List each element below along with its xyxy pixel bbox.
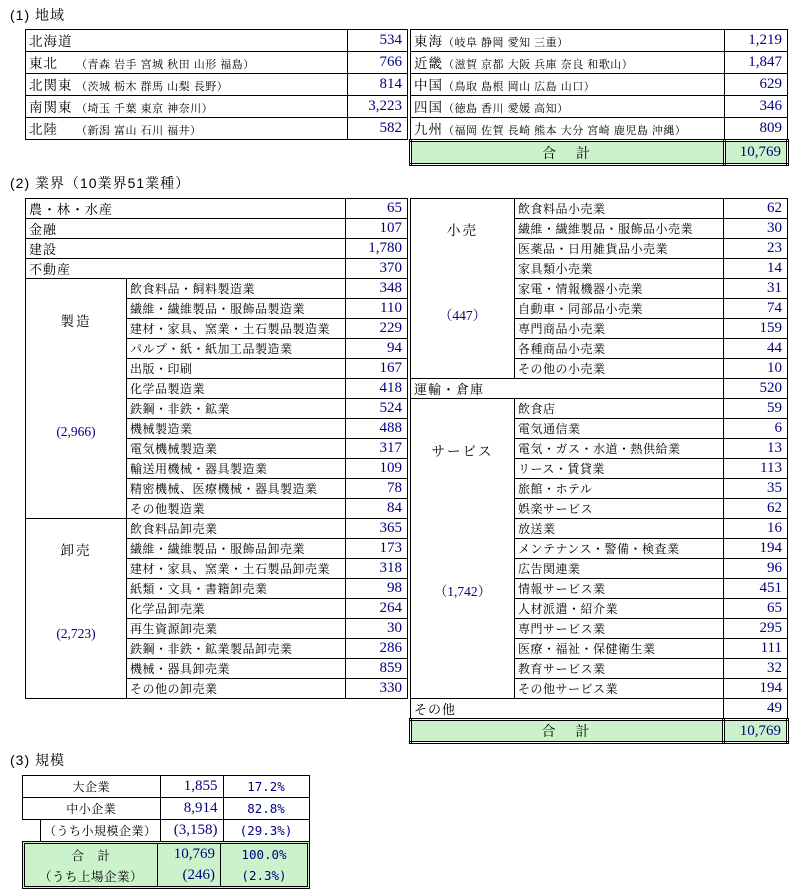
row-value: 109	[346, 459, 408, 479]
scale-total-value: 10,769	[158, 844, 221, 865]
table-row	[26, 239, 408, 259]
industry-subcategory-label: 医薬品・日用雑貨品小売業	[515, 239, 724, 259]
row-value: 167	[346, 359, 408, 379]
region-tables	[25, 29, 806, 166]
scale-total-label: 合 計	[25, 844, 158, 865]
industry-subcategory-label: 出版・印刷	[127, 359, 346, 379]
row-value: 84	[346, 499, 408, 519]
region-name: 北陸	[29, 122, 58, 137]
table-row	[411, 699, 788, 720]
industry-subcategory-label: 自動車・同部品小売業	[515, 299, 724, 319]
row-value: 809	[725, 118, 788, 141]
industry-subcategory-label: 教育サービス業	[515, 659, 724, 679]
industry-table-left-col	[25, 198, 408, 699]
industry-group-name: サービス	[431, 443, 494, 459]
table-row	[26, 279, 408, 299]
industry-subcategory-label: リース・賃貸業	[515, 459, 724, 479]
region-label-cell	[26, 96, 348, 118]
region-table-left	[25, 29, 408, 140]
row-value: 418	[346, 379, 408, 399]
scale-total-label: （うち上場企業）	[25, 865, 158, 886]
row-value: 1,780	[346, 239, 408, 259]
industry-group-count: （447）	[438, 307, 487, 323]
row-value: 814	[348, 74, 408, 96]
scale-label: 中小企業	[23, 798, 161, 820]
row-value: 14	[724, 259, 788, 279]
scale-value: 8,914	[160, 798, 223, 820]
row-value: 13	[724, 439, 788, 459]
row-value: 520	[724, 379, 788, 399]
row-value: 365	[346, 519, 408, 539]
row-value: 30	[724, 219, 788, 239]
row-value: 286	[346, 639, 408, 659]
region-name: 四国	[414, 100, 443, 115]
industry-label: 建設	[26, 239, 346, 259]
industry-section	[10, 173, 806, 744]
industry-subcategory-label: その他製造業	[127, 499, 346, 519]
industry-subcategory-label: 家具類小売業	[515, 259, 724, 279]
region-prefectures: （鳥取 島根 岡山 広島 山口）	[443, 81, 596, 93]
industry-subcategory-label: 繊維・繊維製品・服飾品卸売業	[127, 539, 346, 559]
table-row	[26, 219, 408, 239]
industry-subcategory-label: パルプ・紙・紙加工品製造業	[127, 339, 346, 359]
scale-total-percent: 100.0%	[241, 847, 287, 862]
industry-subcategory-label: 精密機械、医療機械・器具製造業	[127, 479, 346, 499]
industry-group-count: (2,966)	[56, 423, 96, 439]
row-value: 1,847	[725, 52, 788, 74]
row-value: 23	[724, 239, 788, 259]
industry-subcategory-label: 専門商品小売業	[515, 319, 724, 339]
industry-subcategory-label: 繊維・繊維製品・服飾品小売業	[515, 219, 724, 239]
industry-group-cell	[26, 279, 127, 519]
total-row	[411, 141, 788, 165]
scale-value: 1,855	[160, 776, 223, 798]
industry-table-left	[25, 198, 408, 699]
row-value: 1,219	[725, 30, 788, 52]
industry-subcategory-label: 紙類・文具・書籍卸売業	[127, 579, 346, 599]
region-name: 近畿	[414, 56, 443, 71]
row-value: 859	[346, 659, 408, 679]
industry-subcategory-label: 輸送用機械・器具製造業	[127, 459, 346, 479]
row-value: 111	[724, 639, 788, 659]
industry-table-right-col	[409, 198, 789, 744]
row-value: 62	[724, 499, 788, 519]
industry-subcategory-label: その他サービス業	[515, 679, 724, 699]
region-section-title: (1) 地域	[10, 7, 65, 23]
table-row	[23, 776, 310, 798]
industry-group-name: 製造	[60, 313, 92, 329]
table-row	[411, 30, 788, 52]
industry-subcategory-label: 医療・福祉・保健衛生業	[515, 639, 724, 659]
scale-section	[10, 750, 806, 889]
row-value: 65	[346, 199, 408, 219]
industry-subcategory-label: 鉄鋼・非鉄・鉱業	[127, 399, 346, 419]
table-row	[26, 259, 408, 279]
table-row	[26, 30, 408, 52]
industry-subcategory-label: 放送業	[515, 519, 724, 539]
industry-group-count: （1,742）	[433, 584, 492, 600]
industry-section-title: (2) 業界（10業界51業種）	[10, 175, 191, 191]
table-row	[411, 52, 788, 74]
industry-subcategory-label: 電気・ガス・水道・熱供給業	[515, 439, 724, 459]
scale-percent: (29.3%)	[223, 820, 309, 842]
industry-subcategory-label: 電気機械製造業	[127, 439, 346, 459]
indent-spacer	[23, 820, 41, 842]
region-name: 九州	[414, 122, 443, 137]
industry-table-right	[409, 198, 789, 744]
region-label-cell	[411, 52, 725, 74]
table-row	[26, 199, 408, 219]
industry-group-cell	[411, 399, 515, 699]
region-prefectures: （埼玉 千葉 東京 神奈川）	[76, 103, 214, 115]
region-section	[10, 5, 806, 166]
region-table-left-col	[25, 29, 408, 140]
row-value: 3,223	[348, 96, 408, 118]
industry-subcategory-label: 建材・家具、窯業・土石製品卸売業	[127, 559, 346, 579]
industry-subcategory-label: 化学品製造業	[127, 379, 346, 399]
row-value: 317	[346, 439, 408, 459]
row-value: 110	[346, 299, 408, 319]
row-value: 194	[724, 539, 788, 559]
row-value: 582	[348, 118, 408, 140]
row-value: 194	[724, 679, 788, 699]
scale-percent: 17.2%	[223, 776, 309, 798]
row-value: 766	[348, 52, 408, 74]
row-value: 107	[346, 219, 408, 239]
region-prefectures: （青森 岩手 宮城 秋田 山形 福島）	[76, 59, 255, 71]
table-row	[23, 798, 310, 820]
total-value: 10,769	[724, 720, 788, 743]
row-value: 74	[724, 299, 788, 319]
industry-subcategory-label: 広告関連業	[515, 559, 724, 579]
scale-table	[22, 775, 310, 842]
region-label-cell	[411, 96, 725, 118]
industry-subcategory-label: 機械製造業	[127, 419, 346, 439]
total-label: 合 計	[411, 720, 724, 743]
row-value: 229	[346, 319, 408, 339]
industry-subcategory-label: 電気通信業	[515, 419, 724, 439]
region-name: 中国	[414, 78, 443, 93]
industry-group-count: (2,723)	[56, 625, 96, 641]
region-label-cell	[26, 52, 348, 74]
total-label: 合 計	[411, 141, 725, 165]
row-value: 49	[724, 699, 788, 720]
industry-group-name: 卸売	[60, 543, 92, 559]
row-value: 65	[724, 599, 788, 619]
industry-subcategory-label: 専門サービス業	[515, 619, 724, 639]
industry-subcategory-label: メンテナンス・警備・検査業	[515, 539, 724, 559]
row-value: 16	[724, 519, 788, 539]
row-value: 370	[346, 259, 408, 279]
scale-percent: 82.8%	[223, 798, 309, 820]
row-value: 94	[346, 339, 408, 359]
industry-group-cell	[26, 519, 127, 699]
table-row	[411, 74, 788, 96]
total-value: 10,769	[725, 141, 788, 165]
industry-subcategory-label: 飲食料品卸売業	[127, 519, 346, 539]
table-row	[26, 519, 408, 539]
region-label-cell	[411, 30, 725, 52]
row-value: 451	[724, 579, 788, 599]
region-label-cell	[411, 74, 725, 96]
industry-label: その他	[411, 699, 724, 720]
scale-total-box	[22, 841, 310, 889]
industry-subcategory-label: 飲食料品・飼料製造業	[127, 279, 346, 299]
industry-subcategory-label: 化学品卸売業	[127, 599, 346, 619]
row-value: 30	[346, 619, 408, 639]
scale-label: （うち小規模企業）	[41, 820, 161, 842]
industry-subcategory-label: 人材派遣・紹介業	[515, 599, 724, 619]
industry-subcategory-label: その他の小売業	[515, 359, 724, 379]
industry-subcategory-label: 各種商品小売業	[515, 339, 724, 359]
scale-total-value: (246)	[158, 865, 221, 886]
industry-subcategory-label: 家電・情報機器小売業	[515, 279, 724, 299]
row-value: 96	[724, 559, 788, 579]
region-prefectures: （岐阜 静岡 愛知 三重）	[443, 37, 569, 49]
row-value: 98	[346, 579, 408, 599]
table-row	[26, 118, 408, 140]
row-value: 78	[346, 479, 408, 499]
industry-group-name: 小売	[447, 223, 478, 239]
row-value: 330	[346, 679, 408, 699]
row-value: 59	[724, 399, 788, 419]
industry-label: 金融	[26, 219, 346, 239]
region-name: 東海	[414, 34, 443, 49]
region-prefectures: （茨城 栃木 群馬 山梨 長野）	[76, 81, 229, 93]
industry-subcategory-label: 情報サービス業	[515, 579, 724, 599]
industry-subcategory-label: 繊維・繊維製品・服飾品製造業	[127, 299, 346, 319]
total-row	[411, 720, 788, 743]
scale-total-percent: (2.3%)	[241, 868, 287, 883]
industry-subcategory-label: 飲食料品小売業	[515, 199, 724, 219]
scale-label: 大企業	[23, 776, 161, 798]
table-row	[411, 96, 788, 118]
table-row	[26, 52, 408, 74]
row-value: 488	[346, 419, 408, 439]
table-row	[26, 96, 408, 118]
region-name: 南関東	[29, 100, 73, 115]
scale-tables	[22, 775, 806, 889]
row-value: 62	[724, 199, 788, 219]
row-value: 32	[724, 659, 788, 679]
region-label-cell	[411, 118, 725, 141]
row-value: 31	[724, 279, 788, 299]
table-row	[23, 820, 310, 842]
industry-subcategory-label: 機械・器具卸売業	[127, 659, 346, 679]
table-row	[411, 118, 788, 141]
row-value: 113	[724, 459, 788, 479]
row-value: 318	[346, 559, 408, 579]
region-name: 東北	[29, 56, 58, 71]
scale-section-title: (3) 規模	[10, 752, 65, 768]
industry-label: 不動産	[26, 259, 346, 279]
row-value: 173	[346, 539, 408, 559]
region-label-cell	[26, 30, 348, 52]
row-value: 629	[725, 74, 788, 96]
region-label-cell	[26, 74, 348, 96]
table-row	[411, 399, 788, 419]
row-value: 6	[724, 419, 788, 439]
region-name: 北関東	[29, 78, 73, 93]
industry-subcategory-label: 再生資源卸売業	[127, 619, 346, 639]
row-value: 346	[725, 96, 788, 118]
row-value: 159	[724, 319, 788, 339]
region-prefectures: （滋賀 京都 大阪 兵庫 奈良 和歌山）	[443, 59, 634, 71]
region-name: 北海道	[29, 34, 73, 49]
industry-tables	[25, 198, 806, 744]
industry-group-cell	[411, 199, 515, 379]
region-prefectures: （新潟 富山 石川 福井）	[76, 125, 202, 137]
row-value: 264	[346, 599, 408, 619]
row-value: 44	[724, 339, 788, 359]
table-row	[411, 199, 788, 219]
industry-subcategory-label: 建材・家具、窯業・土石製品製造業	[127, 319, 346, 339]
region-table-right	[409, 29, 789, 166]
row-value: 295	[724, 619, 788, 639]
scale-value: (3,158)	[160, 820, 223, 842]
region-table-right-col	[409, 29, 789, 166]
industry-subcategory-label: 鉄鋼・非鉄・鉱業製品卸売業	[127, 639, 346, 659]
row-value: 534	[348, 30, 408, 52]
industry-subcategory-label: 飲食店	[515, 399, 724, 419]
industry-subcategory-label: 旅館・ホテル	[515, 479, 724, 499]
industry-subcategory-label: 娯楽サービス	[515, 499, 724, 519]
industry-label: 運輸・倉庫	[411, 379, 724, 399]
region-label-cell	[26, 118, 348, 140]
row-value: 35	[724, 479, 788, 499]
industry-label: 農・林・水産	[26, 199, 346, 219]
table-row	[26, 74, 408, 96]
row-value: 10	[724, 359, 788, 379]
industry-subcategory-label: その他の卸売業	[127, 679, 346, 699]
row-value: 348	[346, 279, 408, 299]
row-value: 524	[346, 399, 408, 419]
table-row	[411, 379, 788, 399]
region-prefectures: （徳島 香川 愛媛 高知）	[443, 103, 569, 115]
region-prefectures: （福岡 佐賀 長崎 熊本 大分 宮崎 鹿児島 沖縄）	[443, 125, 687, 137]
